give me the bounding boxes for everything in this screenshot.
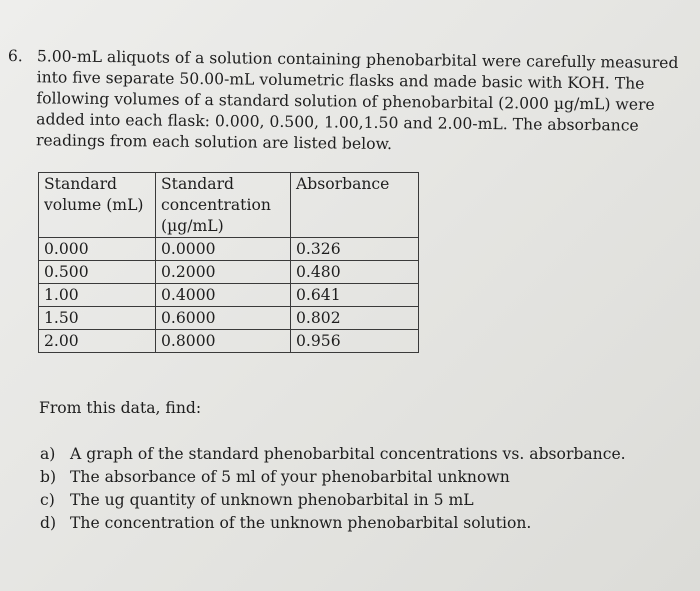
header-absorbance: Absorbance: [291, 173, 419, 238]
standards-table: [38, 172, 419, 353]
list-item: [40, 512, 626, 535]
cell-concentration: 0.4000: [156, 284, 291, 307]
table-row: [39, 238, 419, 261]
item-text: The ug quantity of unknown phenobarbital in 5 mL: [70, 491, 474, 509]
cell-concentration: 0.8000: [156, 330, 291, 353]
item-text: A graph of the standard phenobarbital concentrations vs. absorbance.: [70, 445, 626, 463]
item-text: The absorbance of 5 ml of your phenobarbital unknown: [70, 468, 510, 486]
cell-volume: 1.00: [39, 284, 156, 307]
cell-absorbance: 0.641: [291, 284, 419, 307]
find-label: From this data, find:: [39, 399, 202, 417]
question-6: [7, 46, 680, 158]
cell-concentration: 0.6000: [156, 307, 291, 330]
cell-absorbance: 0.956: [291, 330, 419, 353]
cell-volume: 2.00: [39, 330, 156, 353]
header-standard-volume: Standard volume (mL): [39, 173, 156, 238]
item-text: The concentration of the unknown phenobarbital solution.: [70, 514, 532, 532]
cell-concentration: 0.0000: [156, 238, 291, 261]
table-row: [39, 307, 419, 330]
question-number: 6.: [7, 46, 23, 66]
table-header-row: [39, 173, 419, 238]
cell-absorbance: 0.802: [291, 307, 419, 330]
header-standard-concentration: Standard concentration (µg/mL): [156, 173, 291, 238]
table-row: [39, 330, 419, 353]
task-list: [40, 443, 626, 535]
cell-volume: 0.000: [39, 238, 156, 261]
item-letter: a): [40, 445, 56, 463]
cell-absorbance: 0.326: [291, 238, 419, 261]
cell-volume: 1.50: [39, 307, 156, 330]
list-item: [40, 489, 626, 512]
cell-volume: 0.500: [39, 261, 156, 284]
table-row: [39, 284, 419, 307]
question-text: 5.00-mL aliquots of a solution containing phenobarbital were carefully measured into five separate 50.00-mL volumetric flasks and made basic with KOH. The following volumes of a standard solution of phenobarbital (2.000 µg/mL) were added into each flask: 0.000, 0.500, 1.00,1.50 and 2.00-mL. The absorbance readings from each solution are listed below.: [35, 47, 679, 154]
cell-concentration: 0.2000: [156, 261, 291, 284]
item-letter: d): [40, 514, 57, 532]
table-row: [39, 261, 419, 284]
list-item: [40, 466, 626, 489]
item-letter: b): [40, 468, 57, 486]
item-letter: c): [40, 491, 55, 509]
list-item: [40, 443, 626, 466]
cell-absorbance: 0.480: [291, 261, 419, 284]
